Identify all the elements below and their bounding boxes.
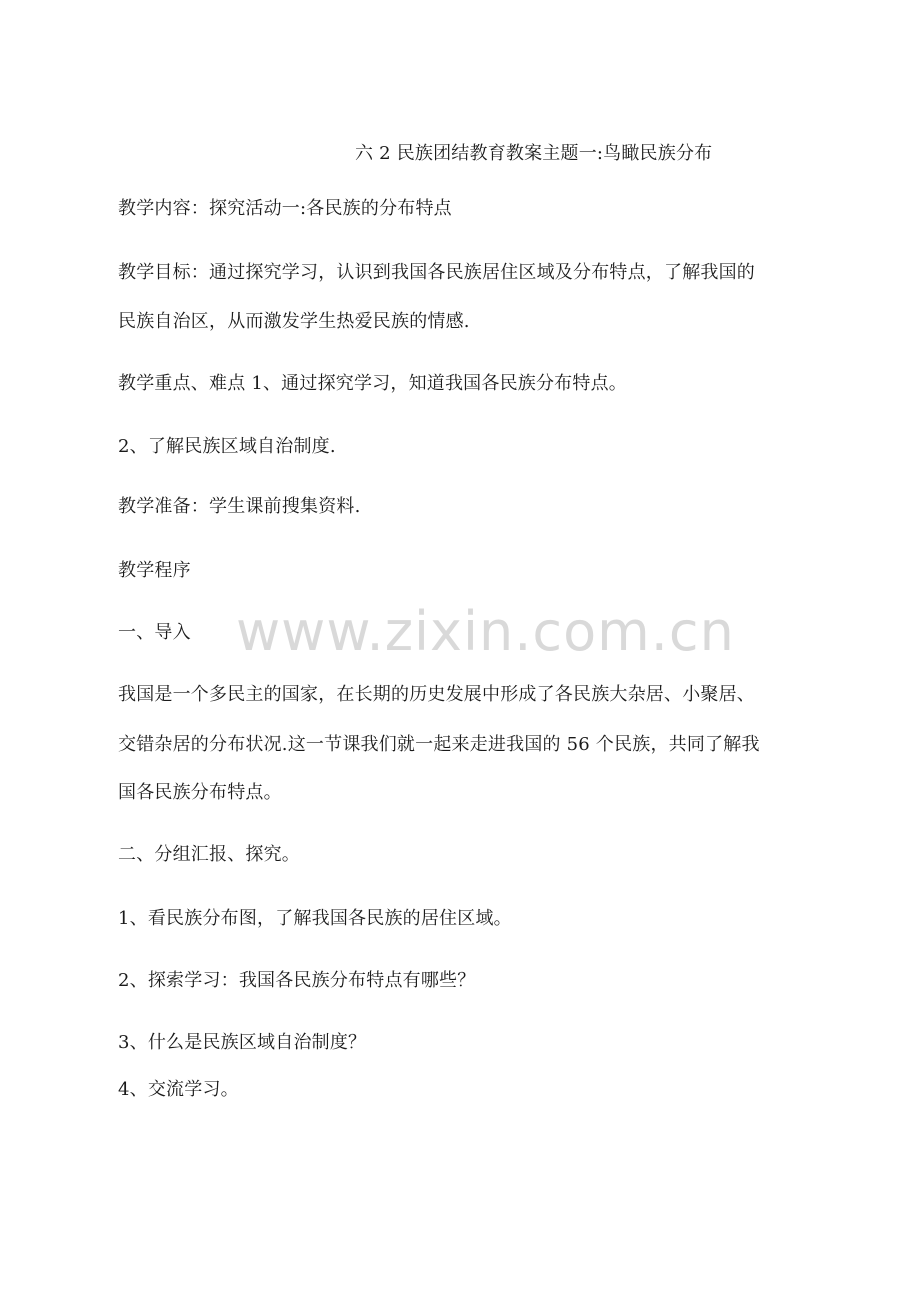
teaching-preparation-line: 教学准备：学生课前搜集资料.: [118, 496, 361, 517]
list-item-2: 2、探索学习：我国各民族分布特点有哪些？: [118, 970, 476, 991]
list-item-1: 1、看民族分布图，了解我国各民族的居住区域。: [118, 908, 512, 929]
key-points-item-2: 2、了解民族区域自治制度.: [118, 436, 336, 457]
list-item-3: 3、什么是民族区域自治制度？: [118, 1032, 367, 1053]
teaching-goal-line-2: 民族自治区，从而激发学生热爱民族的情感.: [118, 311, 470, 332]
section-group-report-heading: 二、分组汇报、探究。: [118, 844, 300, 865]
watermark-text: www.zixin.com.cn: [236, 600, 735, 663]
teaching-goal-line-1: 教学目标：通过探究学习，认识到我国各民族居住区域及分布特点，了解我国的: [118, 262, 755, 283]
intro-paragraph-line-1: 我国是一个多民主的国家，在长期的历史发展中形成了各民族大杂居、小聚居、: [118, 684, 755, 705]
key-points-line: 教学重点、难点 1、通过探究学习，知道我国各民族分布特点。: [118, 373, 627, 394]
teaching-procedure-heading: 教学程序: [118, 560, 191, 581]
section-intro-heading: 一、导入: [118, 622, 191, 643]
intro-paragraph-line-2: 交错杂居的分布状况.这一节课我们就一起来走进我国的 56 个民族，共同了解我: [118, 734, 760, 755]
document-title: 六 2 民族团结教育教案主题一:鸟瞰民族分布: [355, 143, 713, 164]
list-item-4: 4、交流学习。: [118, 1079, 239, 1100]
teaching-content-line: 教学内容：探究活动一:各民族的分布特点: [118, 198, 452, 219]
intro-paragraph-line-3: 国各民族分布特点。: [118, 782, 282, 803]
